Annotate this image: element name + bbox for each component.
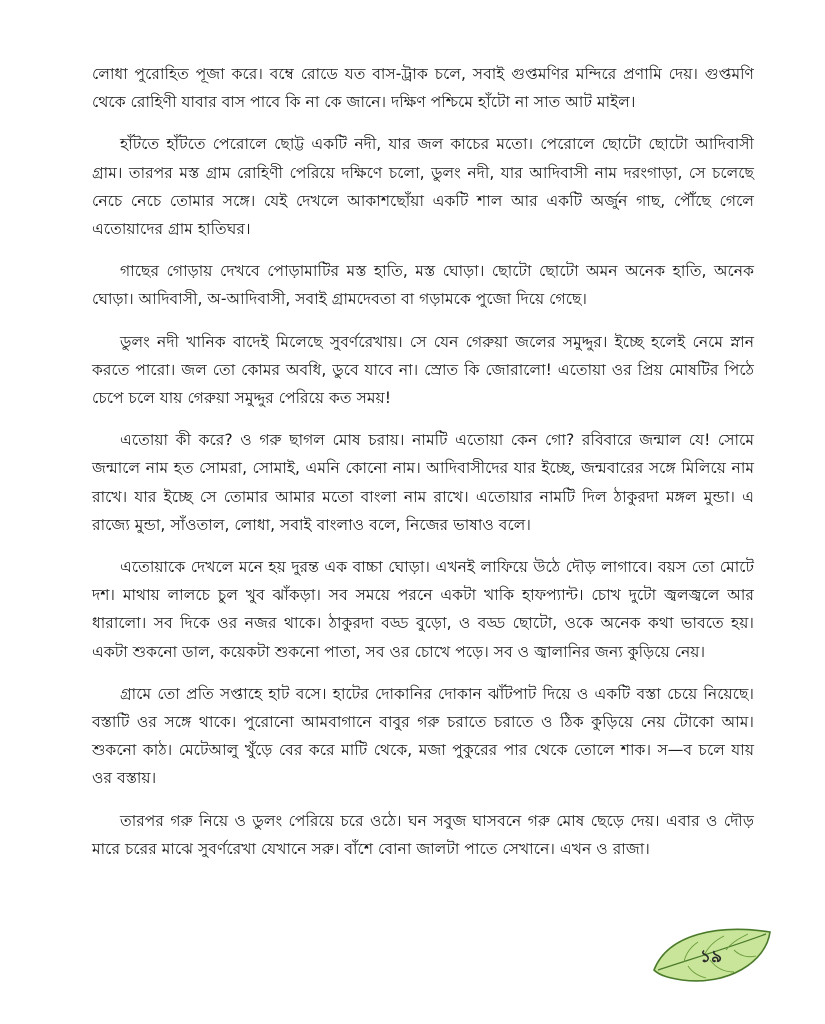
paragraph-7: গ্রামে তো প্রতি সপ্তাহে হাট বসে। হাটের দোকানির দোকান ঝাঁটপাট দিয়ে ও একটি বস্তা চেয়ে নিয়েছে। বস্তাটি ওর সঙ্গে থাকে। পুরোনো আমবাগানে বাবুর গরু চরাতে চরাতে ও ঠিক কুড়িয়ে নেয় টোকো আম। শুকনো কাঠ। মেটেআলু খুঁড়ে বের করে মাটি থেকে, মজা পুকুরের পার থেকে তোলে শাক। স—ব চলে যায় ওর বস্তায়। (92, 684, 754, 788)
paragraph-6: এতোয়াকে দেখলে মনে হয় দুরন্ত এক বাচ্চা ঘোড়া। এখনই লাফিয়ে উঠে দৌড় লাগাবে। বয়স তো মোটে দশ। মাথায় লালচে চুল খুব ঝাঁকড়া। সব সময়ে পরনে একটা খাকি হাফপ্যান্ট। চোখ দুটো জ্বলজ্বলে আর ধারালো। সব দিকে ওর নজর থাকে। ঠাকুরদা বড্ড বুড়ো, ও বড্ড ছোটো, ওকে অনেক কথা ভাবতে হয়। একটা শুকনো ডাল, কয়েকটা শুকনো পাতা, সব ওর চোখে পড়ে। সব ও জ্বালানির জন্য কুড়িয়ে নেয়। (92, 558, 754, 661)
page-body (92, 60, 754, 877)
paragraph-1: লোধা পুরোহিত পূজা করে। বম্বে রোডে যত বাস-ট্রাক চলে, সবাই গুপ্তমণির মন্দিরে প্রণামি দেয়। গুপ্তমণি থেকে রোহিণী যাবার বাস পাবে কি না কে জানে। দক্ষিণ পশ্চিমে হাঁটো না সাত আট মাইল। (92, 65, 754, 112)
page-number: ১৯ (699, 947, 723, 967)
paragraph-3: গাছের গোড়ায় দেখবে পোড়ামাটির মস্ত হাতি, মস্ত ঘোড়া। ছোটো ছোটো অমন অনেক হাতি, অনেক ঘোড়া। আদিবাসী, অ-আদিবাসী, সবাই গ্রামদেবতা বা গড়ামকে পুজো দিয়ে গেছে। (92, 262, 754, 309)
paragraph-8: তারপর গরু নিয়ে ও ডুলং পেরিয়ে চরে ওঠে। ঘন সবুজ ঘাসবনে গরু মোষ ছেড়ে দেয়। এবার ও দৌড় মারে চরের মাঝে সুবর্ণরেখা যেখানে সরু। বাঁশে বোনা জালটা পাতে সেখানে। এখন ও রাজা। (92, 811, 754, 858)
paragraph-4: ডুলং নদী খানিক বাদেই মিলেছে সুবর্ণরেখায়। সে যেন গেরুয়া জলের সমুদ্দুর। ইচ্ছে হলেই নেমে স্নান করতে পারো। জল তো কোমর অবধি, ডুবে যাবে না। স্রোত কি জোরালো! এতোয়া ওর প্রিয় মোষটির পিঠে চেপে চলে যায় গেরুয়া সমুদ্দুর পেরিয়ে কত সময়! (92, 332, 754, 408)
paragraph-5: এতোয়া কী করে? ও গরু ছাগল মোষ চরায়। নামটি এতোয়া কেন গো? রবিবারে জন্মাল যে! সোমে জন্মালে নাম হত সোমরা, সোমাই, এমনি কোনো নাম। আদিবাসীদের যার ইচ্ছে, জন্মবারের সঙ্গে মিলিয়ে নাম রাখে। যার ইচ্ছে সে তোমার আমার মতো বাংলা নাম রাখে। এতোয়ার নামটি দিল ঠাকুরদা মঙ্গল মুন্ডা। এ রাজ্যে মুন্ডা, সাঁওতাল, লোধা, সবাই বাংলাও বলে, নিজের ভাষাও বলে। (92, 431, 754, 534)
paragraph-2: হাঁটতে হাঁটতে পেরোলে ছোট্ট একটি নদী, যার জল কাচের মতো। পেরোলে ছোটো ছোটো আদিবাসী গ্রাম। তারপর মস্ত গ্রাম রোহিণী পেরিয়ে দক্ষিণে চলো, ডুলং নদী, যার আদিবাসী নাম দরংগাড়া, সে চলেছে নেচে নেচে তোমার সঙ্গে। যেই দেখলে আকাশছোঁয়া একটি শাল আর একটি অর্জুন গাছ, পৌঁছে গেলে এতোয়াদের গ্রাম হাতিঘর। (92, 135, 754, 239)
